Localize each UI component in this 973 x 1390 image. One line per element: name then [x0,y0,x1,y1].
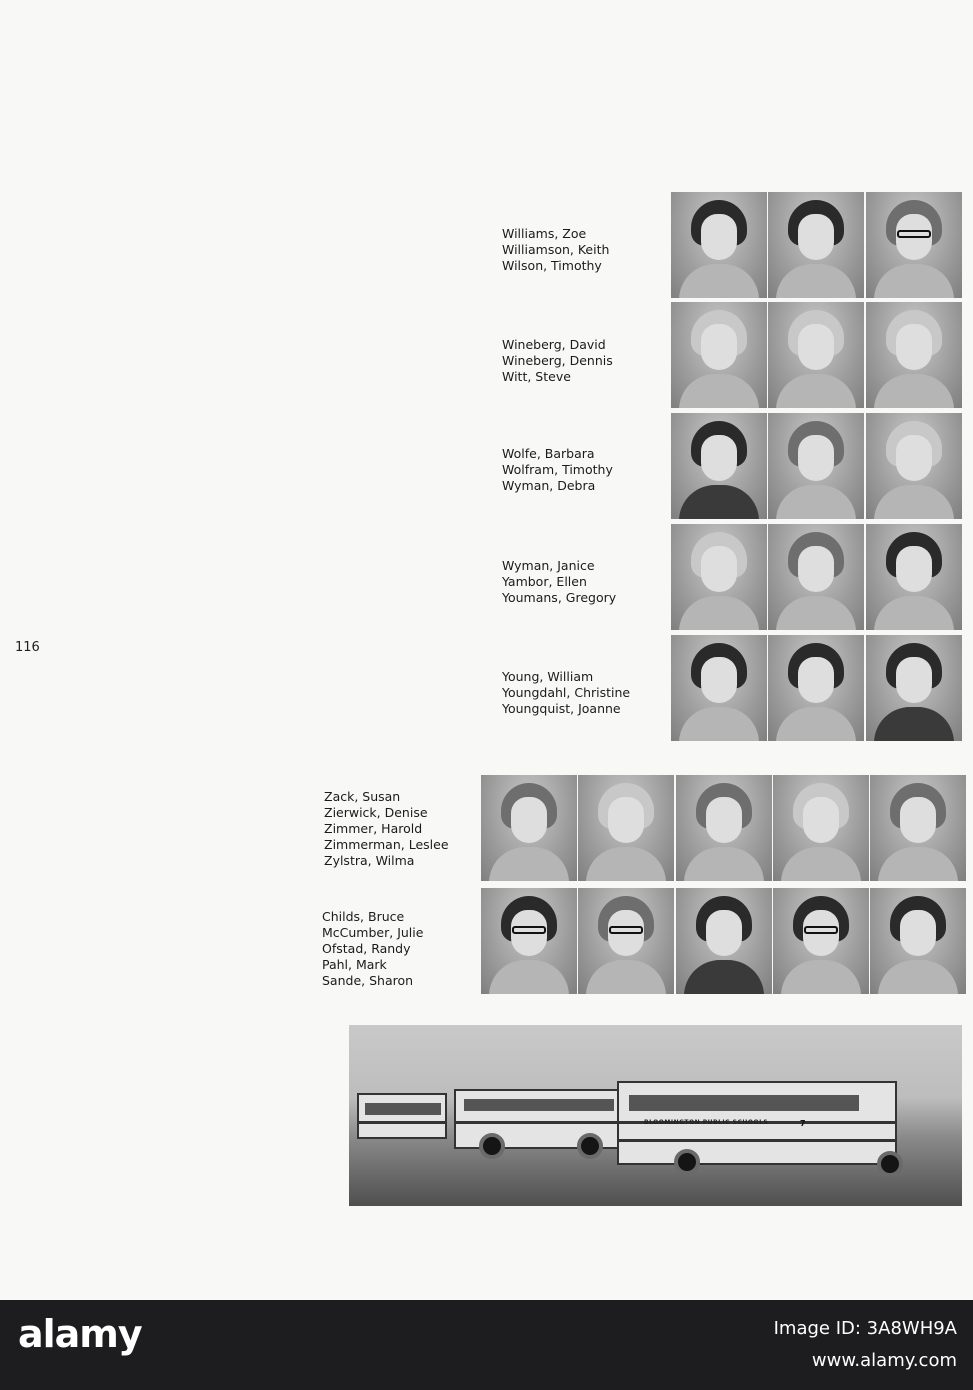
student-portrait [671,524,767,630]
student-name: Wolfe, Barbara [502,446,595,461]
student-portrait [768,635,864,741]
student-name: Williams, Zoe [502,226,587,241]
student-portrait [866,524,962,630]
name-list-group-2 [502,337,613,385]
student-portrait [773,888,869,994]
bus-sign-text: BLOOMINGTON PUBLIC SCHOOLS [644,1119,769,1126]
student-name: Wineberg, Dennis [502,353,613,368]
bus-wheel [479,1133,505,1159]
student-name: Zimmerman, Leslee [324,837,449,852]
student-portrait [870,888,966,994]
student-name: Zimmer, Harold [324,821,423,836]
student-portrait [578,888,674,994]
student-name: Sande, Sharon [322,973,414,988]
student-name: Wineberg, David [502,337,606,352]
student-portrait [773,775,869,881]
student-portrait [768,192,864,298]
bus-wheel [577,1133,603,1159]
student-portrait [671,635,767,741]
image-id-label: Image ID: 3A8WH9A [773,1318,957,1339]
student-portrait [866,302,962,408]
student-portrait [481,775,577,881]
bus-number: 7 [800,1119,806,1128]
student-name: Williamson, Keith [502,242,610,257]
page-number: 116 [15,640,40,655]
name-list-group-6 [324,789,449,869]
student-name: Youngquist, Joanne [502,701,621,716]
site-url: www.alamy.com [811,1350,957,1371]
name-list-group-4 [502,558,616,606]
student-name: Youngdahl, Christine [502,685,631,700]
name-list-group-7 [322,909,423,989]
student-name: Yambor, Ellen [502,574,587,589]
student-name: Wyman, Janice [502,558,595,573]
student-name: Zack, Susan [324,789,401,804]
student-portrait [866,635,962,741]
school-bus [357,1093,447,1139]
student-portrait [671,192,767,298]
student-name: Childs, Bruce [322,909,405,924]
bus-wheel [674,1149,700,1175]
student-name: Pahl, Mark [322,957,387,972]
student-portrait [481,888,577,994]
student-name: Zylstra, Wilma [324,853,415,868]
student-portrait [768,302,864,408]
student-portrait [676,775,772,881]
student-name: Witt, Steve [502,369,571,384]
student-name: Wilson, Timothy [502,258,602,273]
bus-wheel [877,1151,903,1177]
student-portrait [671,302,767,408]
student-portrait [866,413,962,519]
student-name: Ofstad, Randy [322,941,411,956]
alamy-logo: alamy [18,1312,142,1356]
student-name: Zierwick, Denise [324,805,428,820]
student-name: Young, William [502,669,594,684]
name-list-group-5 [502,669,630,717]
student-portrait [578,775,674,881]
student-portrait [870,775,966,881]
name-list-group-1 [502,226,609,274]
name-list-group-3 [502,446,613,494]
student-portrait [768,413,864,519]
school-bus-photo [349,1025,962,1206]
student-name: Wolfram, Timothy [502,462,613,477]
watermark-footer [0,1300,973,1390]
student-portrait [676,888,772,994]
student-name: Wyman, Debra [502,478,596,493]
student-name: McCumber, Julie [322,925,424,940]
student-portrait [768,524,864,630]
student-portrait [671,413,767,519]
student-name: Youmans, Gregory [502,590,617,605]
student-portrait [866,192,962,298]
